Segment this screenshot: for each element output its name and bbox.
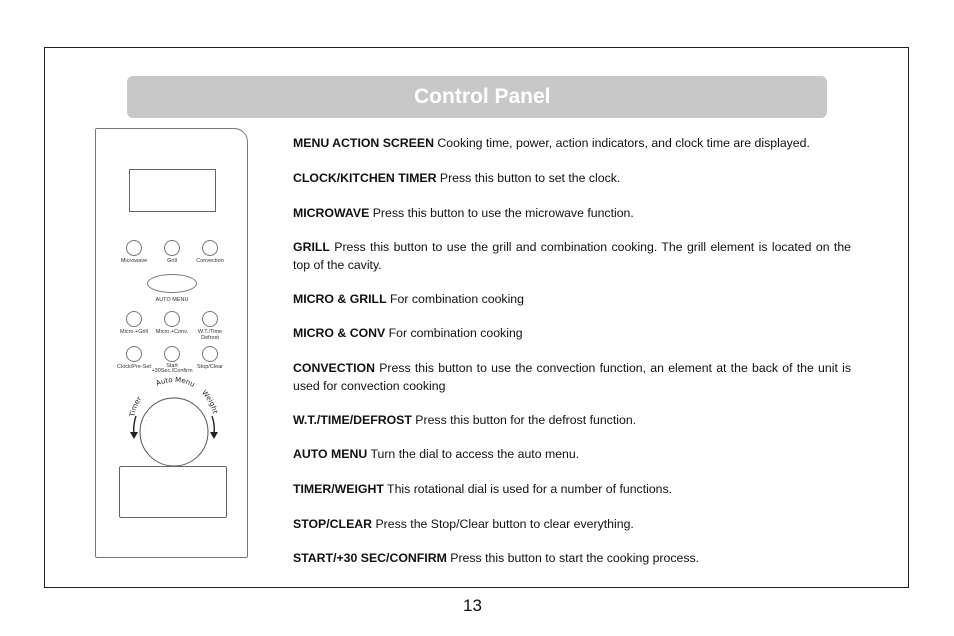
dial-label-text bbox=[128, 395, 143, 418]
stop-clear-button bbox=[202, 346, 218, 362]
auto-menu-button bbox=[147, 274, 197, 293]
grill-button bbox=[164, 240, 180, 256]
desc-text: For combination cooking bbox=[385, 326, 523, 340]
desc-term: AUTO MENU bbox=[293, 447, 368, 461]
micro-conv-label: Micro.+Conv. bbox=[155, 329, 189, 335]
desc-text: Turn the dial to access the auto menu. bbox=[367, 447, 580, 461]
start-button bbox=[164, 346, 180, 362]
desc-term: MENU ACTION SCREEN bbox=[293, 136, 434, 150]
dial-timer-label: Timer bbox=[128, 395, 144, 418]
micro-conv-button bbox=[164, 311, 180, 327]
desc-clock-kitchen-timer bbox=[293, 170, 851, 188]
dial-right-arrow bbox=[210, 432, 218, 439]
door-release-panel bbox=[119, 466, 227, 518]
desc-timer-weight bbox=[293, 481, 851, 499]
page-number: 13 bbox=[463, 596, 482, 615]
desc-term: MICRO & GRILL bbox=[293, 292, 387, 306]
defrost-label: Defrost bbox=[201, 335, 219, 341]
svg-text:Weight bbox=[200, 389, 219, 415]
desc-text: Press this button to use the microwave function. bbox=[369, 206, 634, 220]
desc-wt-time-defrost bbox=[293, 412, 851, 430]
desc-text: Press this button to start the cooking process. bbox=[446, 551, 700, 565]
desc-term: MICRO & CONV bbox=[293, 326, 386, 340]
desc-text: This rotational dial is used for a number of functions. bbox=[383, 482, 673, 496]
wt-time-label: W.T./Time bbox=[197, 329, 223, 335]
clock-preset-button bbox=[126, 346, 142, 362]
desc-term: TIMER/WEIGHT bbox=[293, 482, 384, 496]
convection-button bbox=[202, 240, 218, 256]
dial-auto-menu-label: Auto Menu bbox=[154, 375, 196, 389]
desc-convection bbox=[293, 360, 851, 395]
desc-text: Press the Stop/Clear button to clear everything. bbox=[372, 517, 634, 531]
svg-text:Auto Menu bbox=[155, 376, 196, 389]
desc-micro-conv bbox=[293, 325, 851, 343]
page-title: Control Panel bbox=[414, 85, 551, 108]
desc-term: MICROWAVE bbox=[293, 206, 370, 220]
dial-left-arrow bbox=[130, 432, 138, 439]
microwave-button bbox=[126, 240, 142, 256]
desc-start-confirm bbox=[293, 550, 851, 568]
desc-term: GRILL bbox=[293, 240, 330, 254]
stop-clear-label: Stop/Clear bbox=[197, 364, 223, 370]
desc-text: Cooking time, power, action indicators, and clock time are displayed. bbox=[433, 136, 810, 150]
desc-text: Press this button to set the clock. bbox=[436, 171, 621, 185]
timer-weight-dial bbox=[122, 372, 226, 466]
desc-term: CLOCK/KITCHEN TIMER bbox=[293, 171, 437, 185]
desc-text: Press this button for the defrost function. bbox=[411, 413, 637, 427]
auto-menu-label: AUTO MENU bbox=[155, 297, 189, 303]
dial-left-arc bbox=[134, 416, 136, 434]
desc-microwave bbox=[293, 205, 851, 223]
desc-term: CONVECTION bbox=[293, 361, 375, 375]
start-label: Start bbox=[166, 363, 178, 369]
desc-term: START/+30 SEC/CONFIRM bbox=[293, 551, 447, 565]
micro-grill-label: Micro.+Grill bbox=[120, 329, 148, 335]
desc-text: Press this button to use the grill and combination cooking. The grill element is located on the top of the cavity. bbox=[293, 240, 851, 272]
desc-text: For combination cooking bbox=[386, 292, 524, 306]
start-sub-label: +30Sec./Confirm bbox=[151, 368, 193, 374]
desc-stop-clear bbox=[293, 516, 851, 534]
desc-term: STOP/CLEAR bbox=[293, 517, 373, 531]
desc-micro-grill bbox=[293, 291, 851, 309]
dial-weight-label: Weight bbox=[200, 388, 220, 415]
dial-knob bbox=[140, 398, 208, 466]
grill-label: Grill bbox=[167, 258, 177, 264]
clock-preset-label: Clock/Pre-Set bbox=[117, 364, 151, 370]
desc-grill bbox=[293, 239, 851, 274]
desc-menu-action-screen bbox=[293, 135, 851, 153]
dial-right-arc bbox=[212, 416, 214, 434]
wt-time-defrost-button bbox=[202, 311, 218, 327]
desc-term: W.T./TIME/DEFROST bbox=[293, 413, 412, 427]
desc-auto-menu bbox=[293, 446, 851, 464]
desc-text: Press this button to use the convection function, an element at the back of the unit is used for convection cooking bbox=[293, 361, 851, 393]
micro-grill-button bbox=[126, 311, 142, 327]
convection-label: Convection bbox=[196, 258, 224, 264]
microwave-label: Microwave bbox=[120, 258, 148, 264]
display-screen bbox=[129, 169, 216, 212]
